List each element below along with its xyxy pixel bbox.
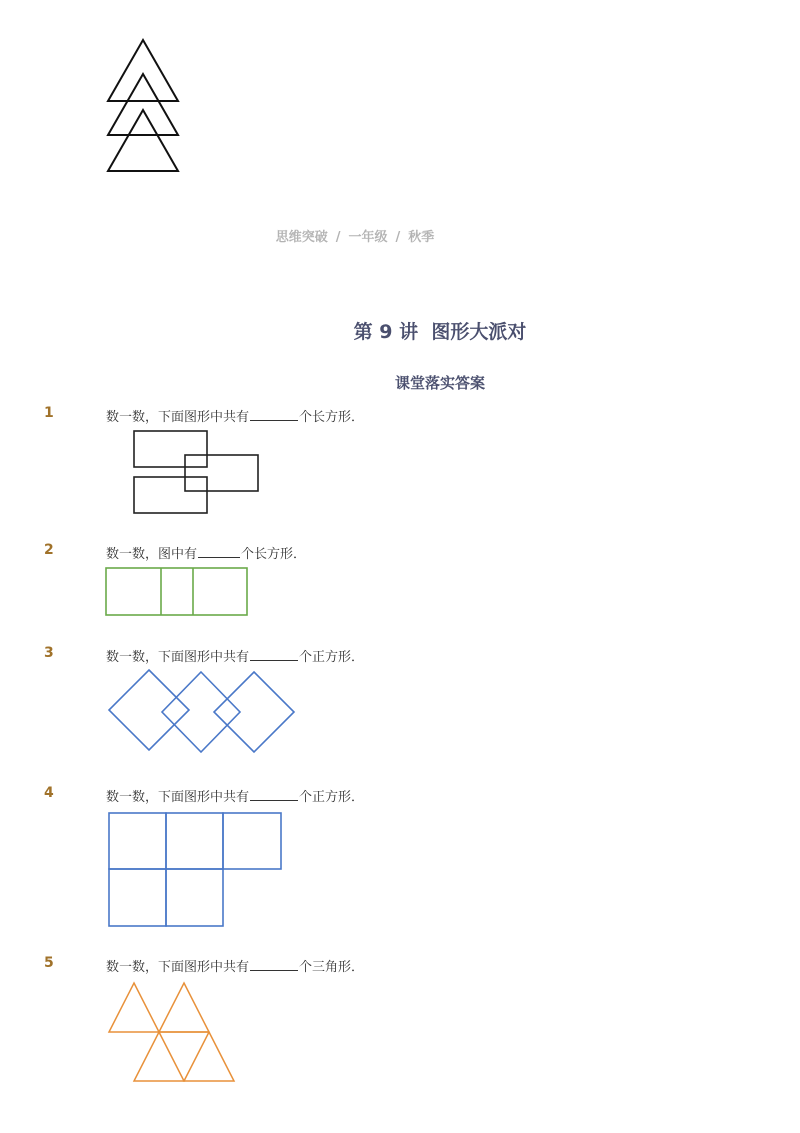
- question-number: 2: [44, 542, 54, 558]
- question-suffix: 个正方形．: [299, 650, 365, 665]
- page-title: 第 9 讲 图形大派对: [353, 321, 527, 343]
- question-prefix: 数一数，下面图形中共有: [106, 410, 250, 425]
- question-suffix: 个长方形．: [299, 410, 365, 425]
- breadcrumb-item-grade: 一年级: [348, 230, 388, 245]
- question-prefix: 数一数，下面图形中共有: [106, 650, 250, 665]
- question-prefix: 数一数，下面图形中共有: [106, 960, 250, 975]
- question-suffix: 个正方形．: [299, 790, 365, 805]
- breadcrumb-item-term: 秋季: [408, 230, 435, 245]
- breadcrumb-item-course: 思维突破: [275, 230, 328, 245]
- question-prefix: 数一数，图中有: [106, 547, 198, 562]
- breadcrumb-separator: /: [395, 230, 401, 245]
- question-suffix: 个长方形．: [241, 547, 307, 562]
- question-prefix: 数一数，下面图形中共有: [106, 790, 250, 805]
- question-number: 4: [44, 785, 54, 801]
- question-number: 1: [44, 405, 54, 421]
- question-number: 3: [44, 645, 54, 661]
- breadcrumb-separator: /: [335, 230, 341, 245]
- question-suffix: 个三角形．: [299, 960, 365, 975]
- question-number: 5: [44, 955, 54, 971]
- section-title: 课堂落实答案: [394, 374, 485, 392]
